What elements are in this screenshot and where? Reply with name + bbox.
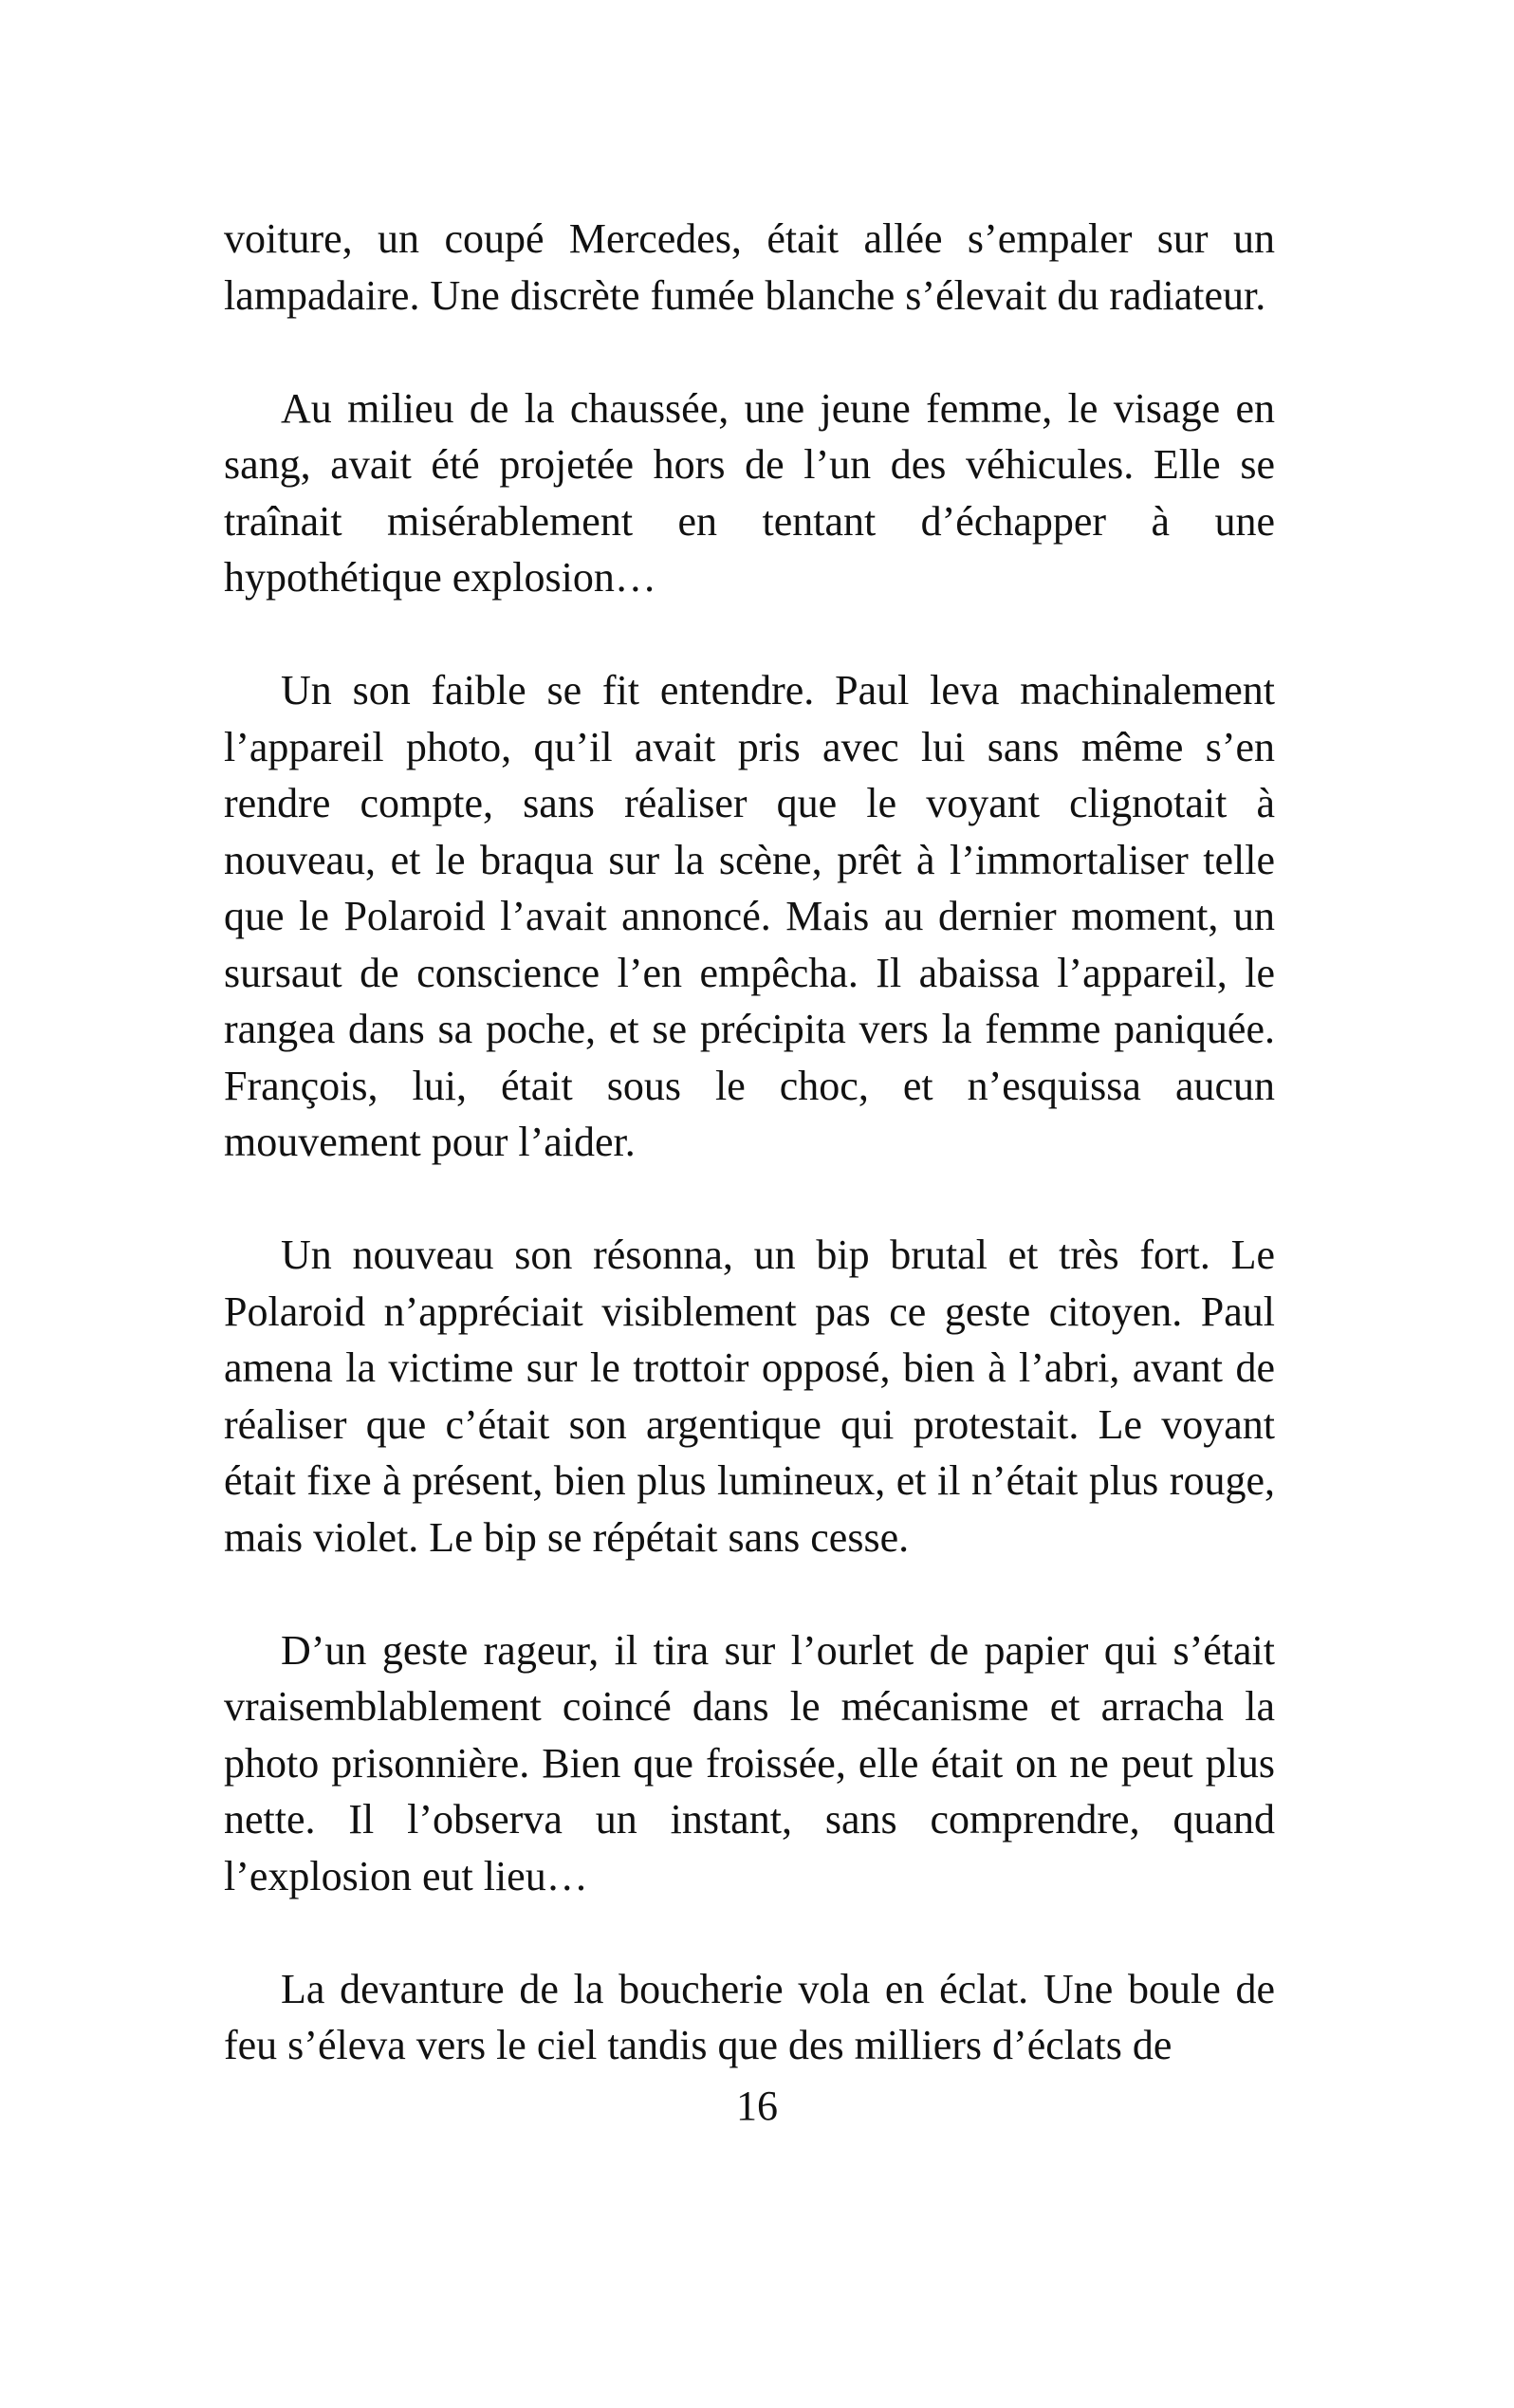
paragraph-6: La devanture de la boucherie vola en éclat. Une boule de feu s’éleva vers le ciel tandis que des milliers d’éclats de bbox=[224, 1965, 1275, 2068]
paragraph-5: D’un geste rageur, il tira sur l’ourlet de papier qui s’était vraisemblablement coincé dans le mécanisme et arracha la photo prisonnière. Bien que froissée, elle était on ne peut plus nette. Il l’observa un instant, sans comprendre, quand l’explosion eut lieu… bbox=[224, 1626, 1275, 1899]
page-number: 16 bbox=[736, 2083, 778, 2129]
paragraph-4: Un nouveau son résonna, un bip brutal et très fort. Le Polaroid n’appréciait visiblement pas ce geste citoyen. Paul amena la victime sur le trottoir opposé, bien à l’abri, avant de réaliser que c’était son argentique qui protestait. Le voyant était fixe à présent, bien plus lumineux, et il n’était plus rouge, mais violet. Le bip se répétait sans cesse. bbox=[224, 1232, 1275, 1561]
paragraph-3: Un son faible se fit entendre. Paul leva machinalement l’appareil photo, qu’il avait pris avec lui sans même s’en rendre compte, sans réaliser que le voyant clignotait à nouveau, et le braqua sur la scène, prêt à l’immortaliser telle que le Polaroid l’avait annoncé. Mais au dernier moment, un sursaut de conscience l’en empêcha. Il abaissa l’appareil, le rangea dans sa poche, et se précipita vers la femme paniquée. François, lui, était sous le choc, et n’esquissa aucun mouvement pour l’aider. bbox=[224, 667, 1275, 1165]
paragraph-2: Au milieu de la chaussée, une jeune femme, le visage en sang, avait été projetée hors de l’un des véhicules. Elle se traînait misérablement en tentant d’échapper à une hypothétique explosion… bbox=[224, 384, 1275, 601]
body-text bbox=[224, 211, 1275, 2130]
paragraph-1: voiture, un coupé Mercedes, était allée s’empaler sur un lampadaire. Une discrète fumée blanche s’élevait du radiateur. bbox=[224, 215, 1275, 319]
